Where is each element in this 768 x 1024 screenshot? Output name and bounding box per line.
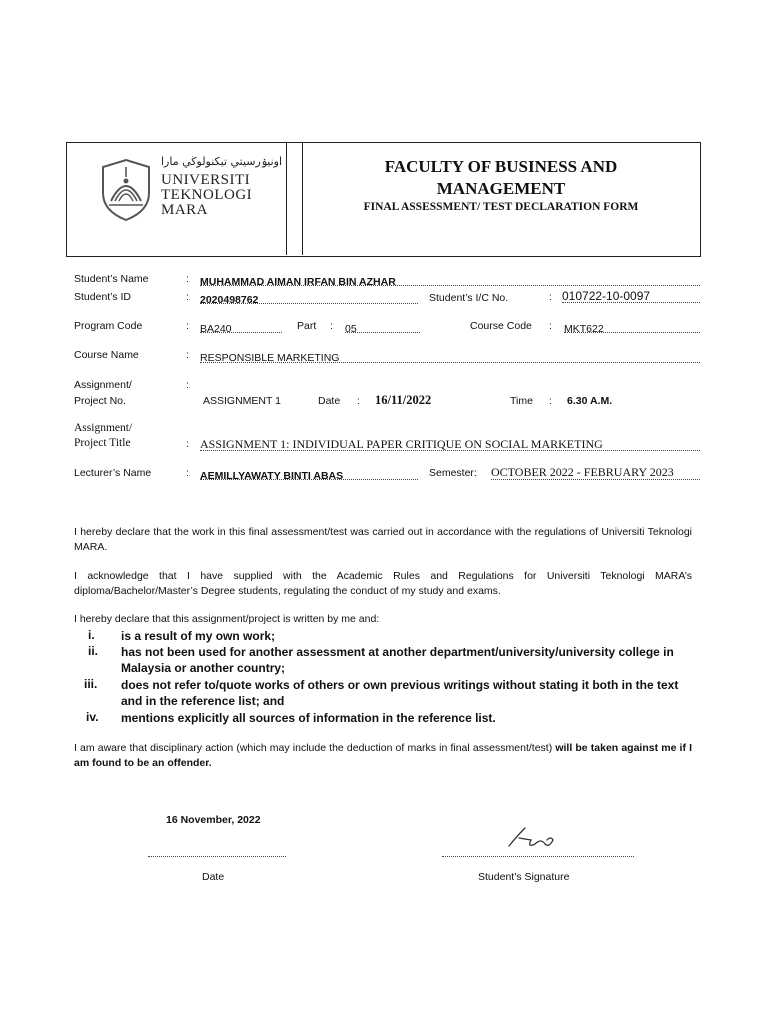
colon: : xyxy=(549,291,552,303)
declaration-bold-text: will be taken xyxy=(555,742,619,754)
colon: : xyxy=(357,395,360,407)
colon: : xyxy=(549,395,552,407)
faculty-title-line1: FACULTY OF BUSINESS AND xyxy=(384,157,618,176)
university-crest-icon xyxy=(97,157,155,223)
list-item-text: does not refer to/quote works of others or own previous writings without stating it both in the text and in the reference list; and xyxy=(121,678,679,708)
list-item-text: mentions explicitly all sources of information in the reference list. xyxy=(121,711,496,725)
project-title-value: ASSIGNMENT 1: INDIVIDUAL PAPER CRITIQUE ON SOCIAL MARKETING xyxy=(200,437,603,451)
university-jawi-name: اونيۏرسيتي تيكنولوڬي مارا xyxy=(161,155,283,168)
student-name-label: Student’s Name xyxy=(74,273,149,285)
university-name-line2: TEKNOLOGI xyxy=(161,187,253,203)
date-signature-line xyxy=(148,856,286,857)
university-name-line1: UNIVERSITI xyxy=(161,172,251,188)
part-label: Part xyxy=(297,320,317,332)
lecturer-value: AEMILLYAWATY BINTI ABAS xyxy=(200,470,344,482)
header-box xyxy=(66,142,701,257)
ic-no-value: 010722-10-0097 xyxy=(562,289,651,303)
declaration-paragraph-4 xyxy=(74,741,692,771)
project-title-label-line1: Assignment/ xyxy=(74,422,133,434)
list-item-text: has not been used for another assessment at another department/university/university college in Malaysia or another country; xyxy=(121,645,674,675)
student-id-field xyxy=(200,290,418,304)
student-signature-line xyxy=(442,856,634,857)
declaration-paragraph-2: I acknowledge that I have supplied with the Academic Rules and Regulations for Universiti Teknologi MARA’s diploma/Bachelor/Master’s Degree students, regulating the conduct of my study and exams. xyxy=(74,570,692,597)
ic-no-label: Student’s I/C No. xyxy=(429,292,509,304)
faculty-title-line2: MANAGEMENT xyxy=(436,179,566,198)
time-label: Time xyxy=(510,395,533,407)
date-label: Date xyxy=(318,395,341,407)
project-title-field xyxy=(200,435,700,451)
lecturer-field xyxy=(200,466,418,480)
project-title-label-line2: Project Title xyxy=(74,437,131,449)
list-item-number: iv. xyxy=(86,710,99,724)
logo-cell xyxy=(67,143,287,255)
ic-no-field xyxy=(562,287,700,303)
part-field xyxy=(345,319,420,333)
program-code-value: BA240 xyxy=(200,323,232,335)
list-item-number: i. xyxy=(88,628,95,642)
declaration-normal-text: I am aware that disciplinary action (which may include the deduction of marks in final assessment/test) xyxy=(74,742,553,754)
colon: : xyxy=(186,467,189,479)
student-id-label: Student’s ID xyxy=(74,291,132,303)
course-code-value: MKT622 xyxy=(564,323,604,335)
signed-date-value: 16 November, 2022 xyxy=(166,814,261,826)
signature-icon xyxy=(505,822,565,852)
date-value: 16/11/2022 xyxy=(375,393,432,407)
semester-label: Semester: xyxy=(429,467,477,479)
student-name-value: MUHAMMAD AIMAN IRFAN BIN AZHAR xyxy=(200,276,396,288)
colon: : xyxy=(186,273,189,285)
semester-field xyxy=(491,463,700,480)
colon: : xyxy=(330,320,333,332)
time-value: 6.30 A.M. xyxy=(567,395,613,407)
date-signature-label: Date xyxy=(202,871,225,883)
colon: : xyxy=(186,379,189,391)
declaration-paragraph-1: I hereby declare that the work in this final assessment/test was carried out in accordance with the regulations of Universiti Teknologi MARA. xyxy=(74,526,692,553)
assignment-no-value: ASSIGNMENT 1 xyxy=(203,395,281,407)
header-divider xyxy=(285,143,303,255)
lecturer-label: Lecturer’s Name xyxy=(74,467,152,479)
declaration-bold-text-line2: against me if I am found to be an offender. xyxy=(74,742,692,769)
course-name-label: Course Name xyxy=(74,349,139,361)
assignment-no-label-line1: Assignment/ xyxy=(74,379,132,391)
form-title: FINAL ASSESSMENT/ TEST DECLARATION FORM xyxy=(363,201,639,213)
colon: : xyxy=(186,291,189,303)
colon: : xyxy=(186,438,189,450)
program-code-field xyxy=(200,319,282,333)
course-name-field xyxy=(200,348,700,363)
semester-value: OCTOBER 2022 - FEBRUARY 2023 xyxy=(491,465,674,479)
list-item-number: ii. xyxy=(88,644,99,658)
student-id-value: 2020498762 xyxy=(200,294,259,306)
colon: : xyxy=(186,320,189,332)
student-signature-label: Student’s Signature xyxy=(478,871,570,883)
declaration-paragraph-3: I hereby declare that this assignment/project is written by me and: xyxy=(74,613,380,625)
university-name-line3: MARA xyxy=(161,202,209,218)
colon: : xyxy=(186,349,189,361)
student-name-field xyxy=(200,272,700,286)
list-item-number: iii. xyxy=(84,677,98,691)
course-code-field xyxy=(564,319,700,333)
course-name-value: RESPONSIBLE MARKETING xyxy=(200,352,340,364)
assignment-no-label-line2: Project No. xyxy=(74,395,126,407)
list-item-text: is a result of my own work; xyxy=(121,629,276,643)
program-code-label: Program Code xyxy=(74,320,143,332)
colon: : xyxy=(549,320,552,332)
course-code-label: Course Code xyxy=(470,320,532,332)
part-value: 05 xyxy=(345,323,357,335)
